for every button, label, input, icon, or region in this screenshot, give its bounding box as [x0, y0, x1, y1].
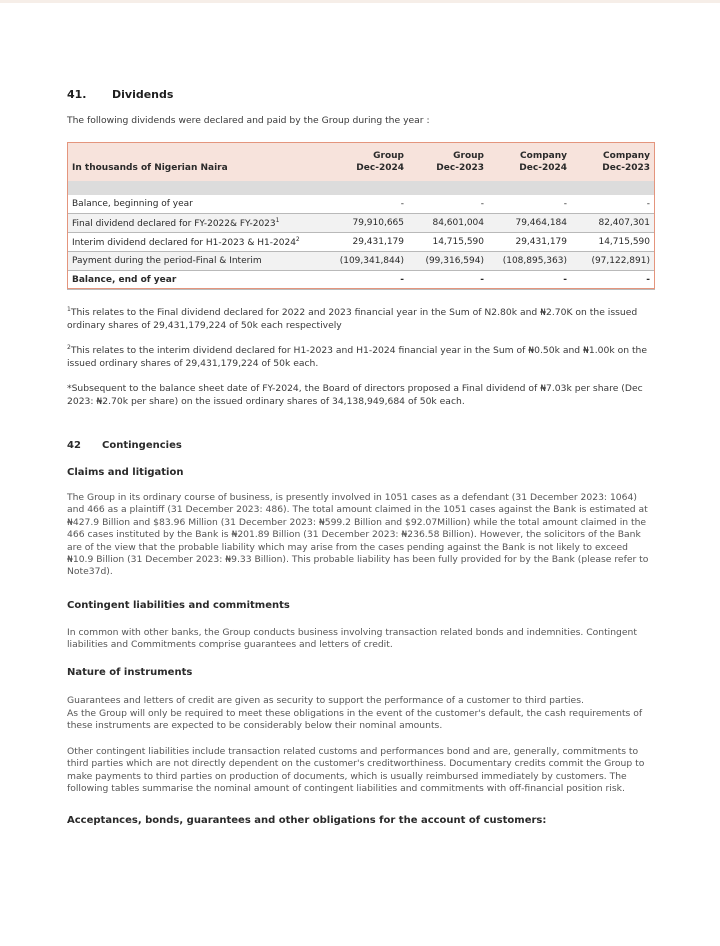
column-period: Dec-2024: [489, 161, 572, 181]
column-entity: Company: [572, 142, 655, 161]
section-number: 42: [67, 440, 81, 451]
table-row: [67, 214, 655, 233]
column-period: Dec-2024: [329, 161, 409, 181]
column-entity: Group: [329, 142, 409, 161]
footnote-marker: 2: [295, 236, 300, 243]
table-row: [67, 252, 655, 271]
table-cell: -: [329, 195, 409, 214]
table-cell: 29,431,179: [489, 233, 572, 252]
table-body: [67, 195, 655, 290]
table-cell: -: [572, 271, 655, 290]
table-cell: -: [409, 271, 489, 290]
section-41-heading: [67, 88, 173, 101]
row-label: Balance, beginning of year: [67, 195, 329, 214]
row-label: Interim dividend declared for H1-2023 & H1-2024$^2$: [67, 233, 329, 252]
table-cell: 79,464,184: [489, 214, 572, 233]
table-cell: -: [489, 195, 572, 214]
top-band: [0, 0, 720, 3]
table-cell: 29,431,179: [329, 233, 409, 252]
footnote-2: $^2$This relates to the interim dividend declared for H1-2023 and H1-2024 financial year in the Sum of ₦0.50k and ₦1.00k on the issued ordinary shares of 29,431,179,224 of 50k each.: [67, 344, 648, 369]
table-cell: 79,910,665: [329, 214, 409, 233]
row-label: Balance, end of year: [67, 271, 329, 290]
table-cell: -: [572, 195, 655, 214]
contingent-heading: Contingent liabilities and commitments: [67, 600, 290, 611]
nature-paragraph-3: Other contingent liabilities include transaction related customs and performances bond and are, generally, commitments to third parties which are not directly dependent on the customer's creditworthiness. Documentary credits commit the Group to make payments to third parties on production of documents, which is usually reimbursed immediately by customers. The following tables summarise the nominal amount of contingent liabilities and commitments with off-financial position risk.: [67, 746, 645, 795]
section-42-heading: [67, 440, 182, 451]
footnote-1: $^1$This relates to the Final dividend declared for 2022 and 2023 financial year in the Sum of N2.80k and ₦2.70K on the issued ordinary shares of 29,431,179,224 of 50k each respectively: [67, 306, 638, 331]
row-label: Payment during the period-Final & Interim: [67, 252, 329, 271]
claims-heading: Claims and litigation: [67, 467, 184, 478]
acceptances-heading: Acceptances, bonds, guarantees and other obligations for the account of customers:: [67, 815, 547, 826]
header-label: In thousands of Nigerian Naira: [67, 161, 329, 181]
section-title: Dividends: [112, 88, 174, 101]
dividends-table: [67, 142, 655, 290]
table-cell: 14,715,590: [409, 233, 489, 252]
table-cell: -: [329, 271, 409, 290]
table-cell: (97,122,891): [572, 252, 655, 271]
table-cell: 84,601,004: [409, 214, 489, 233]
table-header: [67, 142, 655, 181]
footnote-marker: 1: [275, 217, 280, 224]
table-row: [67, 195, 655, 214]
column-period: Dec-2023: [572, 161, 655, 181]
table-cell: 82,407,301: [572, 214, 655, 233]
table-cell: 14,715,590: [572, 233, 655, 252]
table-cell: (108,895,363): [489, 252, 572, 271]
section-41-intro: The following dividends were declared and paid by the Group during the year :: [67, 115, 430, 126]
table-cell: -: [409, 195, 489, 214]
table-cell: (109,341,844): [329, 252, 409, 271]
column-period: Dec-2023: [409, 161, 489, 181]
row-label: Final dividend declared for FY-2022& FY-2023$^1$: [67, 214, 329, 233]
table-row: [67, 233, 655, 252]
section-title: Contingencies: [102, 440, 182, 451]
table-cell: -: [489, 271, 572, 290]
table-spacer: [67, 181, 655, 195]
nature-paragraph-2: As the Group will only be required to meet these obligations in the event of the customer's default, the cash requirements of these instruments are expected to be considerably below their nominal amounts.: [67, 708, 643, 732]
contingent-paragraph: In common with other banks, the Group conducts business involving transaction related bonds and indemnities. Contingent liabilities and Commitments comprise guarantees and letters of credit.: [67, 627, 637, 651]
footnote-3: *Subsequent to the balance sheet date of FY-2024, the Board of directors proposed a Final dividend of ₦7.03k per share (Dec 2023: ₦2.70k per share) on the issued ordinary shares of 34,138,949,684 of 50k each.: [67, 383, 643, 407]
column-entity: Company: [489, 142, 572, 161]
nature-heading: Nature of instruments: [67, 667, 193, 678]
nature-paragraph-1: Guarantees and letters of credit are given as security to support the performance of a customer to third parties.: [67, 695, 584, 706]
table-cell: (99,316,594): [409, 252, 489, 271]
column-entity: Group: [409, 142, 489, 161]
table-row-total: [67, 271, 655, 290]
claims-paragraph: The Group in its ordinary course of business, is presently involved in 1051 cases as a defendant (31 December 2023: 1064) and 466 as a plaintiff (31 December 2023: 486). The total amount claimed in the 1051 cases against the Bank is estimated at ₦427.9 Billion and $83.96 Million (31 December 2023: ₦599.2 Billion and $92.07Million) while the total amount claimed in the 466 cases instituted by the Bank is ₦201.89 Billion (31 December 2023: ₦236.58 Billion). However, the solicitors of the Bank are of the view that the probable liability which may arise from the cases pending against the Bank is not likely to exceed ₦10.9 Billion (31 December 2023: ₦9.33 Billion). This probable liability has been fully provided for by the Bank (please refer to Note37d).: [67, 492, 649, 578]
section-number: 41.: [67, 88, 87, 101]
